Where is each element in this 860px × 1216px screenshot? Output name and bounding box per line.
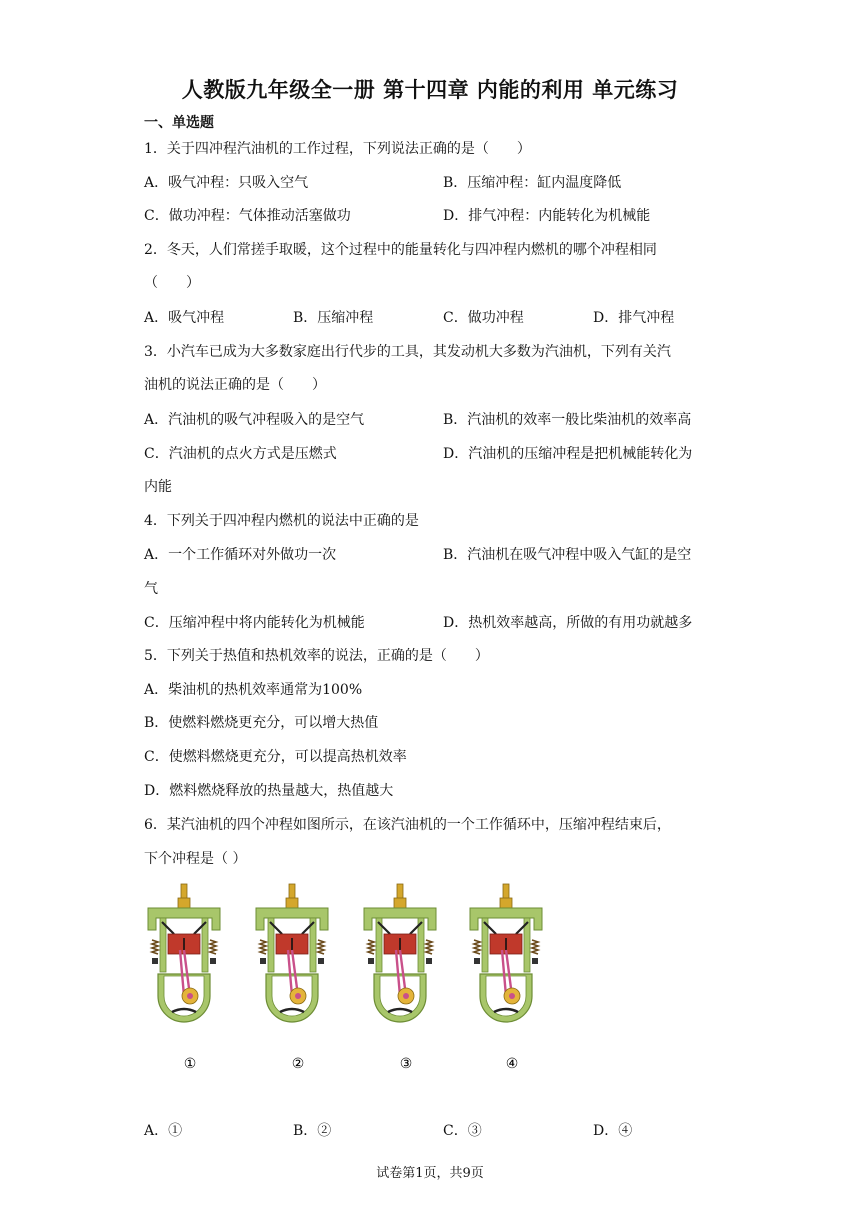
q2-option-c: C．做功冲程 [443,310,524,326]
q2-stem-line2: （ ） [144,275,200,291]
q3-option-b: B．汽油机的效率一般比柴油机的效率高 [443,412,692,428]
q6-stem-line1: 6．某汽油机的四个冲程如图所示，在该汽油机的一个工作循环中，压缩冲程结束后， [144,817,671,833]
section-heading: 一、单选题 [144,115,214,131]
engine-diagram-3 [364,884,436,1022]
q3-option-a: A．汽油机的吸气冲程吸入的是空气 [144,412,365,428]
engine-strokes-figure [144,878,584,1078]
q1-option-d: D．排气冲程：内能转化为机械能 [443,208,651,224]
q4-option-a: A．一个工作循环对外做功一次 [144,547,337,563]
q6-option-d: D．④ [593,1123,633,1139]
q1-stem: 1．关于四冲程汽油机的工作过程，下列说法正确的是（ ） [144,141,531,157]
q2-option-d: D．排气冲程 [593,310,675,326]
page-title: 人教版九年级全一册 第十四章 内能的利用 单元练习 [181,78,679,102]
q6-option-a: A．① [144,1123,183,1139]
q1-option-a: A．吸气冲程：只吸入空气 [144,175,309,191]
q1-option-b: B．压缩冲程：缸内温度降低 [443,175,622,191]
q5-stem: 5．下列关于热值和热机效率的说法，正确的是（ ） [144,648,489,664]
figure-label-1: ① [183,1056,197,1072]
figure-label-2: ② [291,1056,305,1072]
q3-option-c: C．汽油机的点火方式是压燃式 [144,446,337,462]
q3-stem-line1: 3．小汽车已成为大多数家庭出行代步的工具，其发动机大多数为汽油机，下列有关汽 [144,344,671,360]
q5-option-d: D．燃料燃烧释放的热量越大，热值越大 [144,783,394,799]
q2-option-a: A．吸气冲程 [144,310,225,326]
figure-label-3: ③ [399,1056,413,1072]
engine-diagram-2 [256,884,328,1022]
q5-option-b: B．使燃料燃烧更充分，可以增大热值 [144,715,379,731]
q5-option-c: C．使燃料燃烧更充分，可以提高热机效率 [144,749,407,765]
q3-stem-line2: 油机的说法正确的是（ ） [144,377,326,393]
q3-option-d-line1: D．汽油机的压缩冲程是把机械能转化为 [443,446,693,462]
engine-diagram-4 [470,884,542,1022]
q5-option-a: A．柴油机的热机效率通常为100% [144,682,363,698]
figure-label-4: ④ [505,1056,519,1072]
q6-stem-line2: 下个冲程是（ ） [144,851,247,867]
q4-option-d: D．热机效率越高，所做的有用功就越多 [443,615,693,631]
q4-option-b-line2: 气 [144,581,158,597]
q2-option-b: B．压缩冲程 [293,310,374,326]
q6-option-c: C．③ [443,1123,482,1139]
q1-option-c: C．做功冲程：气体推动活塞做功 [144,208,351,224]
q4-option-c: C．压缩冲程中将内能转化为机械能 [144,615,365,631]
page-footer: 试卷第1页，共9页 [376,1166,484,1181]
q2-stem-line1: 2．冬天，人们常搓手取暖，这个过程中的能量转化与四冲程内燃机的哪个冲程相同 [144,242,657,258]
q4-option-b-line1: B．汽油机在吸气冲程中吸入气缸的是空 [443,547,692,563]
engine-diagram-1 [148,884,220,1022]
q3-option-d-line2: 内能 [144,479,172,495]
q6-option-b: B．② [293,1123,332,1139]
q4-stem: 4．下列关于四冲程内燃机的说法中正确的是 [144,513,419,529]
